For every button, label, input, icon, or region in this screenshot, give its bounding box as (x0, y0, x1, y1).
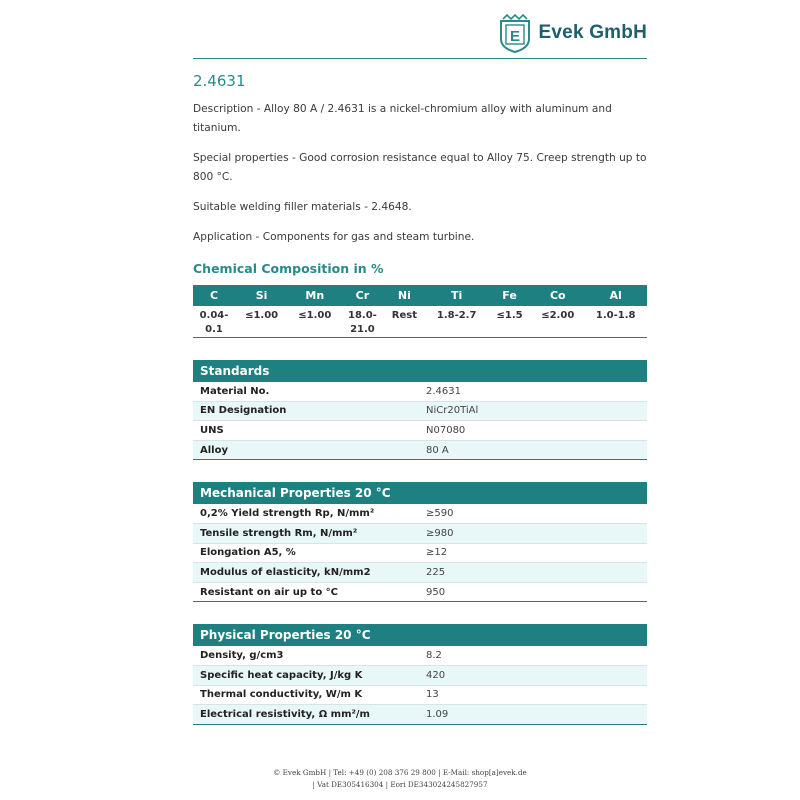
row-value: ≥980 (419, 523, 647, 543)
table-row (193, 401, 647, 421)
element-value: ≤1.00 (288, 306, 341, 338)
row-label: Specific heat capacity, J/kg K (193, 665, 419, 685)
element-header: Cr (341, 285, 383, 306)
row-label: Tensile strength Rm, N/mm² (193, 523, 419, 543)
logo-letter: E (509, 28, 520, 45)
footer-registration-line: | Vat DE305416304 | Eori DE343024245827957 (312, 780, 488, 789)
shield-logo-icon (497, 13, 533, 53)
row-value: 1.09 (419, 705, 647, 725)
physical-heading: Physical Properties 20 °C (193, 624, 647, 646)
page-header (193, 10, 647, 59)
table-row (193, 504, 647, 523)
element-header: Mn (288, 285, 341, 306)
row-label: Density, g/cm3 (193, 646, 419, 665)
row-value: 8.2 (419, 646, 647, 665)
table-row (193, 382, 647, 401)
element-value: Rest (383, 306, 425, 338)
row-value: 80 A (419, 440, 647, 460)
row-label: Material No. (193, 382, 419, 401)
row-label: Modulus of elasticity, kN/mm2 (193, 563, 419, 583)
welding-filler-paragraph: Suitable welding filler materials - 2.4648. (193, 201, 412, 213)
table-row (193, 563, 647, 583)
table-row (193, 543, 647, 563)
row-value: 225 (419, 563, 647, 583)
element-header: Ni (383, 285, 425, 306)
element-value: 1.0-1.8 (584, 306, 647, 338)
element-value: ≤1.5 (488, 306, 531, 338)
row-value: 2.4631 (419, 382, 647, 401)
element-header: Si (235, 285, 288, 306)
table-row (193, 665, 647, 685)
element-header: Al (584, 285, 647, 306)
special-properties-paragraph: Special properties - Good corrosion resistance equal to Alloy 75. Creep strength up to 800 °C. (193, 152, 647, 183)
element-value: 18.0-21.0 (341, 306, 383, 338)
application-paragraph: Application - Components for gas and steam turbine. (193, 231, 475, 243)
row-label: UNS (193, 421, 419, 441)
main-content (193, 72, 647, 725)
composition-table (193, 285, 647, 338)
physical-properties-table (193, 624, 647, 724)
row-value: N07080 (419, 421, 647, 441)
footer-contact-line: © Evek GmbH | Tel: +49 (0) 208 376 29 800 | E-Mail: shop[a]evek.de (273, 768, 527, 777)
table-row (193, 523, 647, 543)
row-label: Elongation A5, % (193, 543, 419, 563)
composition-heading: Chemical Composition in % (193, 261, 384, 276)
mechanical-heading: Mechanical Properties 20 °C (193, 482, 647, 504)
row-label: 0,2% Yield strength Rp, N/mm² (193, 504, 419, 523)
description-paragraph: Description - Alloy 80 A / 2.4631 is a nickel-chromium alloy with aluminum and titanium. (193, 103, 612, 134)
element-value: ≤1.00 (235, 306, 288, 338)
table-row (193, 440, 647, 460)
company-logo[interactable] (497, 13, 647, 53)
element-header: Ti (425, 285, 488, 306)
element-value: 1.8-2.7 (425, 306, 488, 338)
row-value: NiCr20TiAl (419, 401, 647, 421)
composition-header-row (193, 285, 647, 306)
row-value: ≥590 (419, 504, 647, 523)
standards-heading: Standards (193, 360, 647, 382)
element-header: Fe (488, 285, 531, 306)
company-name: Evek GmbH (538, 22, 647, 43)
element-value: ≤2.00 (531, 306, 584, 338)
page-footer (0, 767, 800, 791)
table-row (193, 582, 647, 602)
row-label: EN Designation (193, 401, 419, 421)
standards-table (193, 360, 647, 460)
table-row (193, 421, 647, 441)
table-row (193, 685, 647, 705)
table-row (193, 705, 647, 725)
row-label: Resistant on air up to °C (193, 582, 419, 602)
row-label: Thermal conductivity, W/m K (193, 685, 419, 705)
element-header: Co (531, 285, 584, 306)
row-value: 420 (419, 665, 647, 685)
mechanical-properties-table (193, 482, 647, 602)
page-title: 2.4631 (193, 72, 246, 90)
element-value: 0.04-0.1 (193, 306, 235, 338)
row-value: 13 (419, 685, 647, 705)
table-row (193, 646, 647, 665)
row-label: Electrical resistivity, Ω mm²/m (193, 705, 419, 725)
composition-values-row (193, 306, 647, 338)
row-value: ≥12 (419, 543, 647, 563)
element-header: C (193, 285, 235, 306)
row-value: 950 (419, 582, 647, 602)
row-label: Alloy (193, 440, 419, 460)
